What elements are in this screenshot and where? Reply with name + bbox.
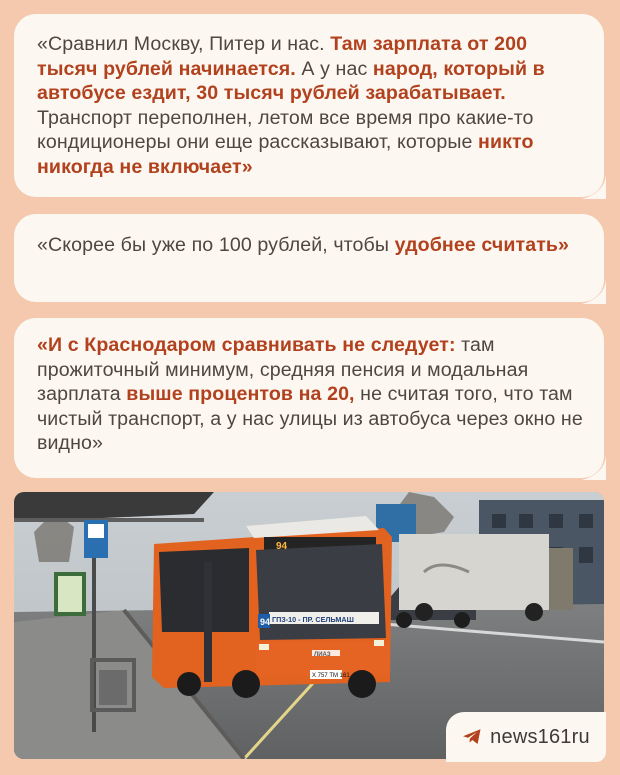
highlight-text: никто никогда не включает»: [37, 131, 534, 178]
quote-text-1: [37, 32, 584, 180]
quote-segment: там прожиточный минимум, средняя пенсия и модальная зарплата: [37, 334, 529, 406]
bubble-tail: [582, 175, 606, 199]
bubble-tail: [582, 280, 606, 304]
quote-segment: Транспорт переполнен, летом все время про какие-то кондиционеры они еще рассказывают, которые: [37, 106, 534, 154]
telegram-plane-icon: [462, 728, 482, 746]
highlight-text: «И с Краснодаром сравнивать не следует:: [37, 334, 456, 356]
quote-text-2: [37, 233, 584, 258]
quote-segment: не считая того, что там чистый транспорт, а у нас улицы из автобуса через окно не видно»: [37, 383, 583, 455]
source-name: news161ru: [490, 725, 590, 748]
bus-destination-plate: ГПЗ-10 - ПР. СЕЛЬМАШ: [272, 615, 354, 624]
quote-bubble-2: [14, 214, 604, 302]
quote-segment: «Скорее бы уже по 100 рублей, чтобы: [37, 234, 395, 256]
bus-license-plate: Х 757 ТМ 161: [312, 673, 350, 679]
quote-bubble-1: [14, 14, 604, 197]
quote-segment: А у нас: [295, 57, 373, 80]
source-badge[interactable]: [446, 712, 606, 762]
bus-route-plate-number: 94: [260, 617, 271, 627]
bus-route-display: 94: [276, 541, 288, 552]
highlight-text: выше процентов на 20,: [126, 383, 355, 406]
highlight-text: народ, который в автобусе ездит, 30 тысяч рублей зарабатывает.: [37, 57, 545, 105]
quote-segment: «Сравнил Москву, Питер и нас.: [37, 33, 331, 55]
highlight-text: удобнее считать»: [394, 234, 570, 256]
highlight-text: Там зарплата от 200 тысяч рублей начинается.: [37, 33, 528, 80]
bus-brand-logo: ЛИАЗ: [314, 652, 331, 658]
quote-text-3: [37, 333, 584, 456]
bubble-tail: [582, 456, 606, 480]
quote-bubble-3: [14, 318, 604, 478]
